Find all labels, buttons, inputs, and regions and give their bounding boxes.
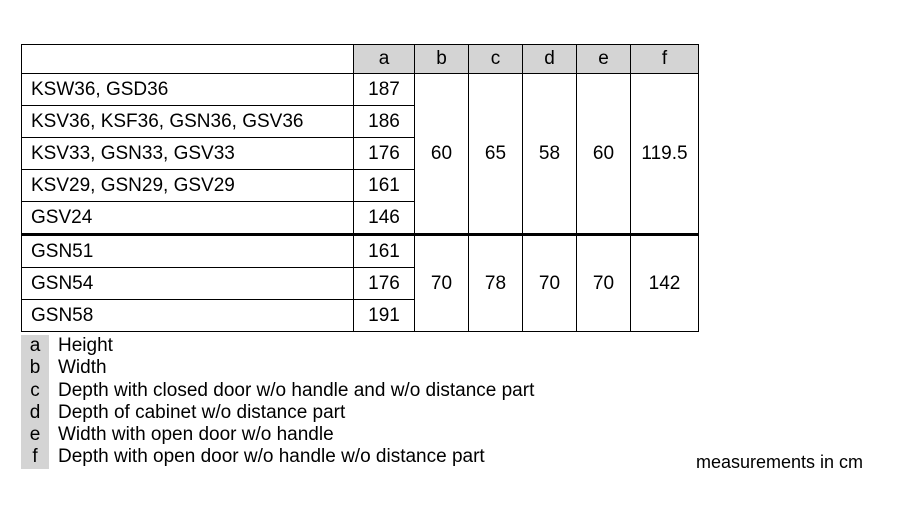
height-cell: 191 — [354, 300, 415, 332]
legend-key: e — [21, 424, 49, 446]
legend-item — [21, 380, 534, 402]
legend-text: Width — [58, 357, 107, 379]
header-a: a — [354, 45, 415, 74]
legend-item — [21, 357, 534, 379]
group2-width-open-cell: 70 — [577, 235, 631, 332]
legend — [21, 335, 534, 469]
height-cell: 161 — [354, 170, 415, 202]
model-cell: KSV33, GSN33, GSV33 — [22, 138, 354, 170]
dimensions-table — [21, 44, 699, 332]
header-c: c — [469, 45, 523, 74]
group1-depth-closed-cell: 65 — [469, 74, 523, 235]
header-d: d — [523, 45, 577, 74]
header-f: f — [631, 45, 699, 74]
group1-width-cell: 60 — [415, 74, 469, 235]
model-cell: KSW36, GSD36 — [22, 74, 354, 106]
legend-key: b — [21, 357, 49, 379]
legend-key: a — [21, 335, 49, 357]
legend-item — [21, 446, 534, 468]
height-cell: 176 — [354, 138, 415, 170]
header-e: e — [577, 45, 631, 74]
model-cell: GSN58 — [22, 300, 354, 332]
group2-depth-closed-cell: 78 — [469, 235, 523, 332]
group2-depth-cabinet-cell: 70 — [523, 235, 577, 332]
legend-item — [21, 424, 534, 446]
model-cell: GSN51 — [22, 235, 354, 268]
legend-item — [21, 335, 534, 357]
height-cell: 187 — [354, 74, 415, 106]
height-cell: 161 — [354, 235, 415, 268]
group1-depth-cabinet-cell: 58 — [523, 74, 577, 235]
table-row — [22, 235, 699, 268]
legend-text: Depth of cabinet w/o distance part — [58, 401, 346, 423]
legend-item — [21, 402, 534, 424]
height-cell: 186 — [354, 106, 415, 138]
header-row — [22, 45, 699, 74]
group1-depth-open-cell: 119.5 — [631, 74, 699, 235]
legend-key: c — [21, 380, 49, 402]
group1-width-open-cell: 60 — [577, 74, 631, 235]
legend-key: d — [21, 402, 49, 424]
header-b: b — [415, 45, 469, 74]
legend-text: Depth with open door w/o handle w/o distance part — [58, 446, 485, 468]
legend-key: f — [21, 446, 49, 468]
group2-width-cell: 70 — [415, 235, 469, 332]
legend-text: Width with open door w/o handle — [58, 424, 334, 446]
header-blank — [22, 45, 354, 74]
legend-text: Depth with closed door w/o handle and w/o distance part — [58, 379, 535, 401]
height-cell: 146 — [354, 202, 415, 235]
height-cell: 176 — [354, 268, 415, 300]
legend-text: Height — [58, 335, 113, 356]
group2-depth-open-cell: 142 — [631, 235, 699, 332]
model-cell: KSV29, GSN29, GSV29 — [22, 170, 354, 202]
table-row — [22, 74, 699, 106]
model-cell: GSN54 — [22, 268, 354, 300]
model-cell: KSV36, KSF36, GSN36, GSV36 — [22, 106, 354, 138]
model-cell: GSV24 — [22, 202, 354, 235]
units-note: measurements in cm — [696, 452, 864, 472]
